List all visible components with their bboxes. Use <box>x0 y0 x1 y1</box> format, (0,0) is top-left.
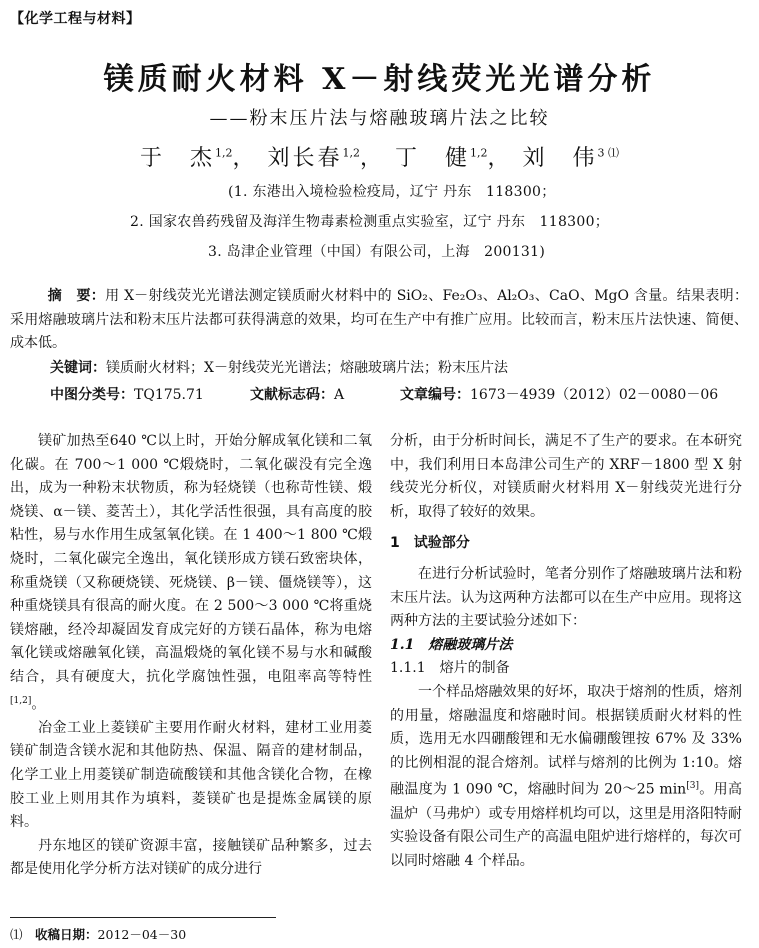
author-affil-sup: 1,2 <box>342 146 360 160</box>
footnote <box>10 925 186 943</box>
author-affil-sup: 3 ⑴ <box>597 146 620 160</box>
abstract-label: 摘 要： <box>47 288 106 304</box>
paper-subtitle: ——粉末压片法与熔融玻璃片法之比较 <box>209 108 550 129</box>
paragraph-text: 。用高温炉（马弗炉）或专用熔样机均可以，这里是用洛阳特耐实验设备有限公司生产的高温电阻炉进行熔样的，每次可以同时熔融 4 个样品。 <box>390 781 742 869</box>
doc-code-value: A <box>334 387 345 403</box>
abstract <box>10 285 748 356</box>
subsection-heading: 1.1 熔融玻璃片法 <box>390 636 513 653</box>
paragraph-text: 镁矿加热至640 ℃以上时，开始分解成氧化镁和二氧化碳。在 700～1 000 ℃煅烧时，二氧化碳没有完全逸出，成为一种粉末状物质，称为轻烧镁（也称苛性镁、煅烧镁、α－镁、菱苦土），其化学活性很强，具有高度的胶粘性，易与水作用生成氢氧化镁。在 1 400～1 800 ℃煅烧时，二氧化碳完全逸出，氧化镁形成方镁石致密块体，称重烧镁（又称硬烧镁、死烧镁、β－镁、僵烧镁等），这种重烧镁具有很高的耐火度。在 2 500～3 000 ℃将重烧镁熔融，经冷却凝固发育成完好的方镁石晶体，称为电熔氧化镁或熔融氧化镁，高温煅烧的氧化镁不易与水和碱酸结合，具有硬度大，抗化学腐蚀性强，电阻率高等特性 <box>10 433 372 685</box>
keywords-text: 镁质耐火材料；X－射线荧光光谱法；熔融玻璃片法；粉末压片法 <box>106 360 508 376</box>
affiliation-2: 2. 国家农兽药残留及海洋生物毒素检测重点实验室，辽宁 丹东 118300； <box>130 214 610 230</box>
body-paragraph: 冶金工业上菱镁矿主要用作耐火材料，建材工业用菱镁矿制造含镁水泥和其他防热、保温、隔音的建材制品，化学工业上用菱镁矿制造硫酸镁和其他含镁化合物，在橡胶工业上则用其作为填料，菱镁矿也是提炼金属镁的原料。 <box>10 719 372 831</box>
author-list <box>0 141 759 172</box>
author-separator: ， <box>359 146 385 171</box>
article-no-value: 1673－4939（2012）02－0080－06 <box>470 387 719 403</box>
citation: [3] <box>686 781 699 792</box>
classification-line <box>50 384 750 404</box>
body-paragraph: 在进行分析试验时，笔者分别作了熔融玻璃片法和粉末压片法。认为这两种方法都可以在生产中应用。现将这两种方法的主要试验分述如下： <box>390 565 742 630</box>
clc-label: 中图分类号： <box>50 387 134 403</box>
received-date: 2012－04－30 <box>97 927 187 942</box>
body-right-column <box>390 430 742 873</box>
body-paragraph: 分析，由于分析时间长，满足不了生产的要求。在本研究中，我们利用日本岛津公司生产的 XRF－1800 型 X 射线荧光分析仪，对镁质耐火材料用 X－射线荧光进行分析，取得了较好的效果。 <box>390 433 742 520</box>
author-name: 于 杰 <box>139 146 215 171</box>
article-no-label: 文章编号： <box>400 387 470 403</box>
author-name: 刘 伟 <box>522 146 598 171</box>
abstract-text: 用 X－射线荧光光谱法测定镁质耐火材料中的 SiO₂、Fe₂O₃、Al₂O₃、CaO、MgO 含量。结果表明：采用熔融玻璃片法和粉末压片法都可获得满意的效果，均可在生产中有推广应用。比较而言，粉末压片法快速、简便、成本低。 <box>10 288 749 351</box>
keywords-label: 关键词： <box>50 360 106 376</box>
footnote-rule <box>10 917 276 918</box>
body-paragraph <box>390 681 742 873</box>
body-paragraph: 丹东地区的镁矿资源丰富，接触镁矿品种繁多，过去都是使用化学分析方法对镁矿的成分进行 <box>10 837 372 878</box>
body-paragraph <box>10 430 372 717</box>
author-name: 刘长春 <box>267 146 343 171</box>
paragraph-end: 。 <box>31 696 46 713</box>
citation: [1,2] <box>10 695 32 706</box>
author-affil-sup: 1,2 <box>214 146 233 160</box>
doc-code-label: 文献标志码： <box>250 387 334 403</box>
affiliation-3: 3. 岛津企业管理（中国）有限公司，上海 200131) <box>208 244 546 260</box>
affiliation-1: (1. 东港出入境检验检疫局，辽宁 丹东 118300； <box>228 184 556 200</box>
author-affil-sup: 1,2 <box>470 146 488 160</box>
footnote-marker: ⑴ <box>10 927 23 942</box>
received-date-label: 收稿日期： <box>35 927 98 942</box>
paper-title: 镁质耐火材料 X－射线荧光光谱分析 <box>103 62 656 97</box>
column-tag: 【化学工程与材料】 <box>10 11 141 27</box>
author-separator: ， <box>232 146 258 171</box>
clc-value: TQ175.71 <box>134 387 204 403</box>
body-left-column <box>10 430 372 882</box>
section-heading: 1 试验部分 <box>390 535 470 552</box>
author-name: 丁 健 <box>395 146 471 171</box>
keywords <box>50 357 750 377</box>
subsubsection-heading: 1.1.1 熔片的制备 <box>390 660 510 677</box>
author-separator: ， <box>487 146 513 171</box>
paragraph-text: 一个样品熔融效果的好坏，取决于熔剂的性质，熔剂的用量，熔融温度和熔融时间。根据镁质耐火材料的性质，选用无水四硼酸锂和无水偏硼酸锂按 67% 及 33% 的比例相混的混合熔剂。试样与熔剂的比例为 1:10。熔融温度为 1 090 ℃，熔融时间为 20～25 min <box>390 683 742 798</box>
